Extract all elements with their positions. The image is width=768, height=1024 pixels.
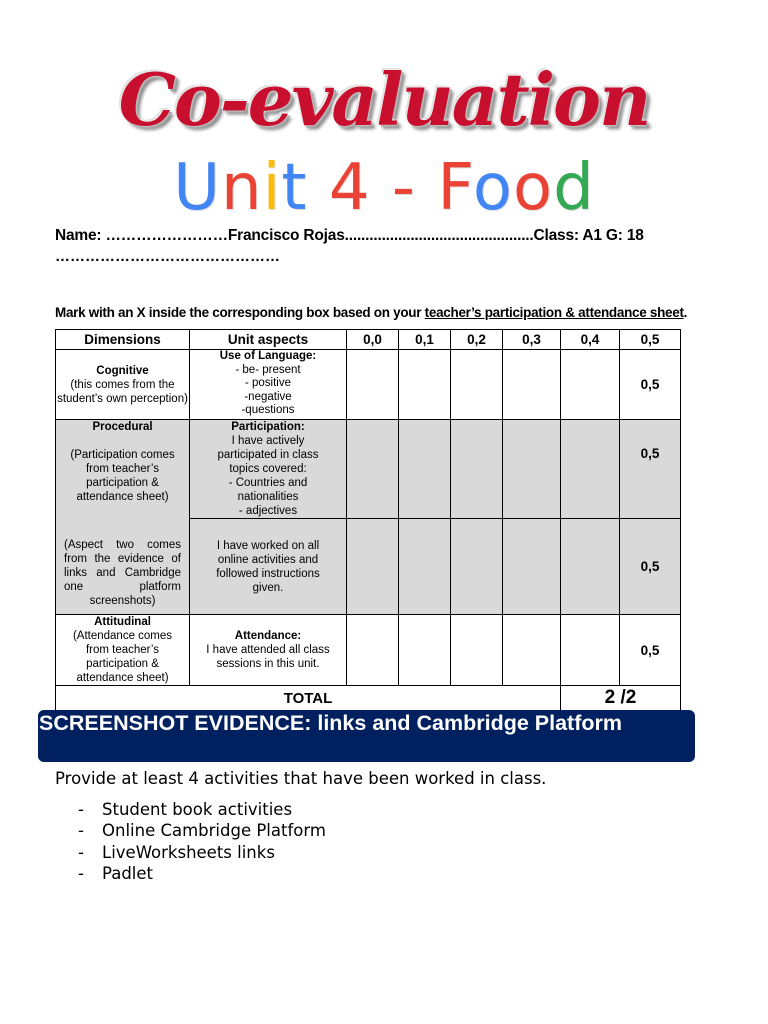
table-row-procedural-participation: [56, 420, 681, 519]
header-score-0-0: 0,0: [347, 330, 399, 350]
mark-box[interactable]: [451, 615, 503, 686]
mark-box[interactable]: [451, 350, 503, 420]
header-score-0-2: 0,2: [451, 330, 503, 350]
dimension-text: (Participation comes from teacher’s participation & attendance sheet): [70, 449, 175, 503]
instruction-prefix: Mark with an X inside the corresponding box based on your: [55, 305, 425, 320]
table-instruction: [55, 304, 687, 322]
mark-box[interactable]: [399, 519, 451, 615]
aspect-line: -questions: [241, 404, 295, 416]
list-item: - LiveWorksheets links: [78, 842, 275, 862]
dimension-text: (this comes from the student’s own perception): [57, 378, 188, 405]
aspect-line: I have actively participated in class topics covered:: [217, 435, 319, 475]
table-row-cognitive: [56, 350, 681, 420]
header-score-0-1: 0,1: [399, 330, 451, 350]
screenshot-evidence-banner: [38, 710, 695, 762]
document-title: Co-evaluation: [118, 57, 650, 142]
dimension-text-2: (Aspect two comes from the evidence of links and Cambridge one platform screenshots): [64, 539, 181, 607]
unit-title-letter: [416, 151, 437, 225]
list-item-text: Padlet: [102, 863, 153, 883]
aspect-line: -negative: [244, 390, 292, 403]
list-item-text: Student book activities: [102, 800, 293, 819]
unit-title-letter: n: [221, 151, 263, 225]
unit-title-letter: F: [437, 151, 473, 225]
mark-box[interactable]: [561, 519, 620, 615]
list-item-text: Online Cambridge Platform: [102, 821, 326, 841]
aspect-line: - Countries and nationalities: [228, 477, 308, 503]
table-header-row: [56, 330, 681, 350]
aspect-line: - adjectives: [238, 505, 298, 517]
unit-title-letter: -: [391, 151, 416, 225]
unit-title-letter: U: [173, 151, 222, 225]
aspect-line: - positive: [244, 377, 292, 389]
unit-title-letter: i: [262, 151, 282, 225]
total-value: 2 /2: [561, 686, 681, 711]
header-score-0-4: 0,4: [561, 330, 620, 350]
score-value: 0,5: [620, 519, 681, 615]
dimension-title: Procedural: [92, 421, 153, 433]
mark-box[interactable]: [451, 519, 503, 615]
instruction-suffix: .: [683, 305, 688, 320]
aspect-online-activities: [190, 519, 347, 615]
unit-title-letter: [371, 151, 392, 225]
aspect-attendance: [190, 615, 347, 686]
dimension-title: Attitudinal: [94, 616, 151, 628]
total-label: TOTAL: [56, 686, 561, 711]
header-score-0-5: 0,5: [620, 330, 681, 350]
dimension-attitudinal: [56, 615, 190, 686]
unit-title-letter: d: [553, 151, 595, 225]
mark-box[interactable]: [399, 350, 451, 420]
unit-title-letter: 4: [328, 151, 371, 225]
table-row-attitudinal: [56, 615, 681, 686]
mark-box[interactable]: [561, 350, 620, 420]
mark-box[interactable]: [503, 350, 561, 420]
aspect-participation: [190, 420, 347, 519]
mark-box[interactable]: [347, 350, 399, 420]
dimension-cognitive: [56, 350, 190, 420]
instruction-underlined: teacher’s participation & attendance sheet: [424, 305, 684, 320]
aspect-text: I have attended all class sessions in this unit.: [206, 644, 330, 670]
mark-box[interactable]: [503, 519, 561, 615]
list-item: - Student book activities: [78, 800, 293, 819]
header-dimensions: Dimensions: [56, 330, 190, 350]
mark-box[interactable]: [347, 519, 399, 615]
score-value: 0,5: [620, 350, 681, 420]
unit-title-letter: o: [472, 151, 514, 225]
aspect-line: - be- present: [235, 363, 301, 376]
evidence-instruction: Provide at least 4 activities that have been worked in class.: [55, 769, 547, 788]
dimension-procedural: [56, 420, 190, 615]
table-row-total: [56, 686, 681, 711]
aspect-title: Attendance:: [234, 630, 302, 642]
aspect-use-of-language: [190, 350, 347, 420]
mark-box[interactable]: [503, 420, 561, 519]
header-score-0-3: 0,3: [503, 330, 561, 350]
student-name-line: Name: ……………………Francisco Rojas..............................................Class: A1 G: 18: [55, 227, 644, 244]
list-item: - Padlet: [78, 863, 153, 883]
score-value: 0,5: [620, 615, 681, 686]
mark-box[interactable]: [561, 615, 620, 686]
score-value: 0,5: [620, 420, 681, 519]
mark-box[interactable]: [399, 420, 451, 519]
mark-box[interactable]: [503, 615, 561, 686]
mark-box[interactable]: [399, 615, 451, 686]
dimension-text: (Attendance comes from teacher’s participation & attendance sheet): [72, 630, 173, 684]
banner-text: SCREENSHOT EVIDENCE: links and Cambridge Platform: [39, 711, 622, 735]
mark-box[interactable]: [347, 420, 399, 519]
unit-title-letter: t: [281, 151, 308, 225]
list-item-text: LiveWorksheets links: [102, 842, 275, 862]
aspect-text: I have worked on all online activities and followed instructions given.: [216, 539, 320, 594]
dimension-title: Cognitive: [96, 364, 149, 377]
unit-title-letter: [307, 151, 328, 225]
unit-title-letter: o: [513, 151, 554, 225]
activity-list: [78, 799, 326, 884]
evaluation-table: [55, 329, 681, 711]
unit-title: [0, 152, 768, 224]
mark-box[interactable]: [561, 420, 620, 519]
header-unit-aspects: Unit aspects: [190, 330, 347, 350]
list-item: - Online Cambridge Platform: [78, 821, 326, 841]
name-line-continuation: ………………………………………: [55, 248, 280, 265]
mark-box[interactable]: [451, 420, 503, 519]
aspect-title: Use of Language:: [219, 350, 317, 362]
mark-box[interactable]: [347, 615, 399, 686]
aspect-title: Participation:: [231, 421, 305, 433]
